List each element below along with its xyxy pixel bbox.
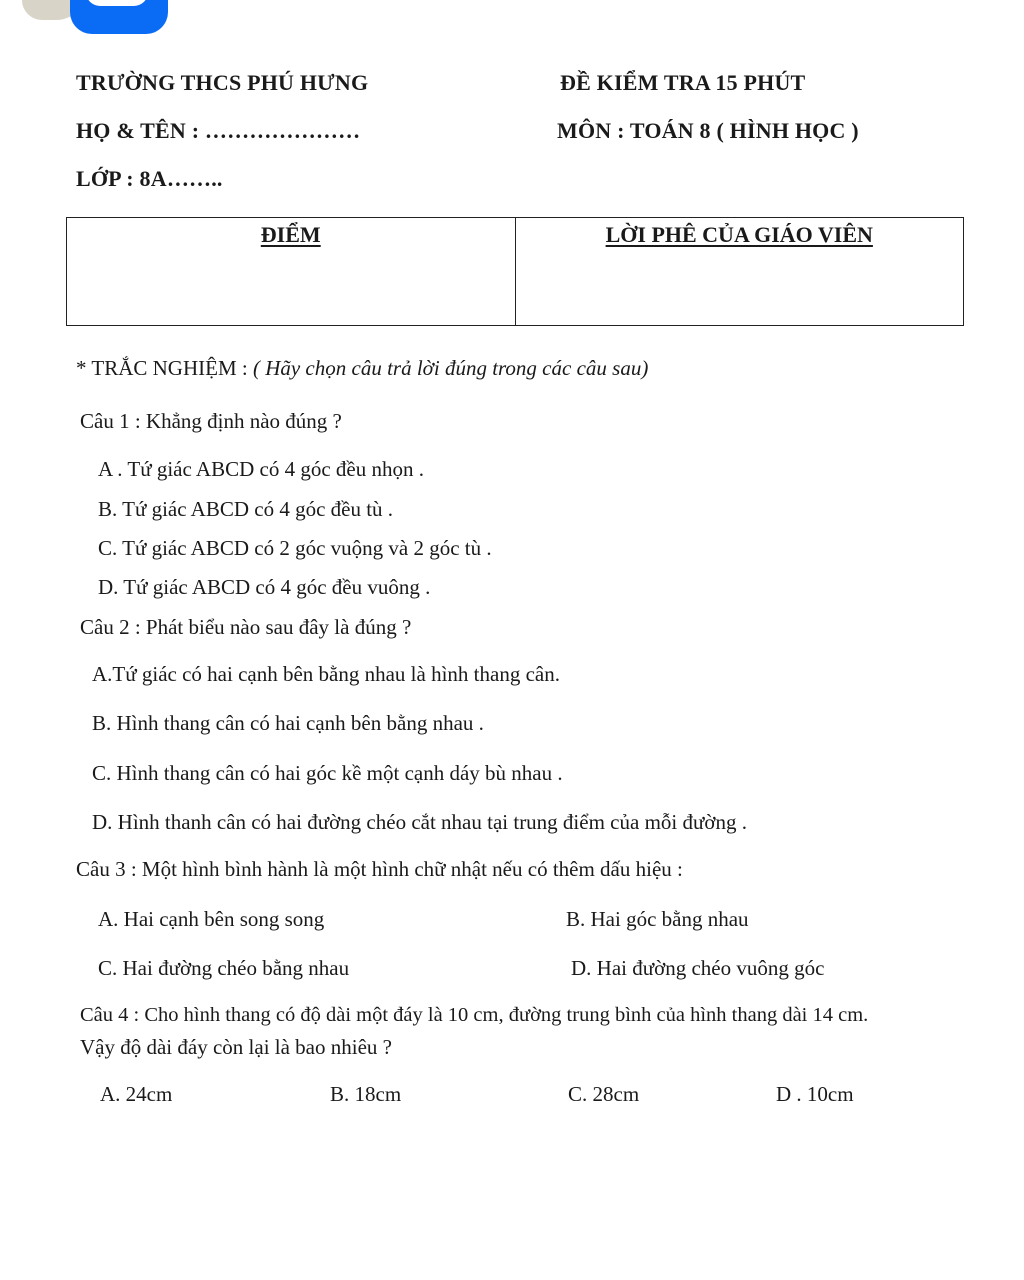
question-1-option-d[interactable]: D. Tứ giác ABCD có 4 góc đều vuông . (98, 575, 431, 599)
teacher-comment-header: LỜI PHÊ CỦA GIÁO VIÊN (605, 222, 873, 247)
student-name-field: HỌ & TÊN : ………………… (76, 118, 361, 143)
question-1-option-b[interactable]: B. Tứ giác ABCD có 4 góc đều tù . (98, 497, 394, 521)
exam-title: ĐỀ KIỂM TRA 15 PHÚT (560, 70, 806, 95)
zalo-logo-icon (22, 0, 150, 34)
question-2-option-d[interactable]: D. Hình thanh cân có hai đường chéo cắt nhau tại trung điểm của mỗi đường . (92, 810, 747, 834)
score-cell (67, 218, 516, 326)
question-1-stem: Câu 1 : Khẳng định nào đúng ? (80, 409, 342, 433)
question-4-stem: Câu 4 : Cho hình thang có độ dài một đáy là 10 cm, đường trung bình của hình thang dài 14 cm. (80, 1004, 869, 1026)
question-2-option-a[interactable]: A.Tứ giác có hai cạnh bên bằng nhau là hình thang cân. (92, 662, 560, 686)
question-4-option-c[interactable]: C. 28cm (568, 1082, 640, 1106)
section-heading (76, 356, 648, 381)
question-4-stem-line2: Vậy độ dài đáy còn lại là bao nhiêu ? (80, 1035, 392, 1059)
question-3-option-b[interactable]: B. Hai góc bằng nhau (566, 907, 749, 931)
question-3-option-a[interactable]: A. Hai cạnh bên song song (98, 907, 325, 931)
question-3-option-c[interactable]: C. Hai đường chéo bằng nhau (98, 956, 350, 980)
question-3-option-d[interactable]: D. Hai đường chéo vuông góc (571, 956, 825, 980)
subject-label: MÔN : TOÁN 8 ( HÌNH HỌC ) (557, 118, 859, 143)
question-4-option-d[interactable]: D . 10cm (776, 1082, 854, 1106)
question-3-stem: Câu 3 : Một hình bình hành là một hình chữ nhật nếu có thêm dấu hiệu : (76, 857, 683, 881)
question-4-option-b[interactable]: B. 18cm (330, 1082, 402, 1106)
school-name: TRƯỜNG THCS PHÚ HƯNG (76, 70, 369, 95)
question-4-option-a[interactable]: A. 24cm (100, 1082, 173, 1106)
question-2-option-c[interactable]: C. Hình thang cân có hai góc kề một cạnh dáy bù nhau . (92, 761, 563, 785)
section-title: * TRẮC NGHIỆM : (76, 356, 248, 380)
class-label: LỚP : 8A…….. (76, 166, 223, 191)
question-2-option-b[interactable]: B. Hình thang cân có hai cạnh bên bằng nhau . (92, 711, 484, 735)
section-instruction: ( Hãy chọn câu trả lời đúng trong các câu sau) (252, 356, 649, 380)
score-header: ĐIỂM (260, 222, 321, 247)
question-2-stem: Câu 2 : Phát biểu nào sau đây là đúng ? (80, 615, 412, 639)
grade-table (66, 217, 964, 326)
question-1-option-c[interactable]: C. Tứ giác ABCD có 2 góc vuộng và 2 góc tù . (98, 536, 492, 560)
teacher-comment-cell (515, 218, 964, 326)
question-1-option-a[interactable]: A . Tứ giác ABCD có 4 góc đều nhọn . (98, 457, 424, 481)
